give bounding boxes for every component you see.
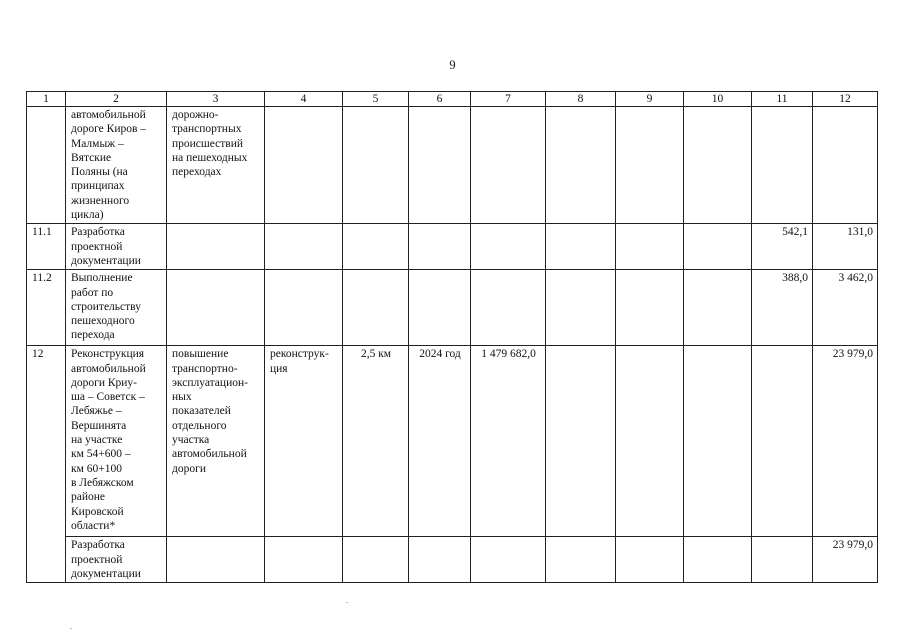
table-cell: [409, 224, 471, 270]
column-number-row: [27, 92, 878, 107]
table-cell: [409, 537, 471, 583]
amount-col12: 3 462,0: [813, 270, 878, 346]
column-number: 11: [752, 92, 813, 107]
page-number: 9: [449, 58, 456, 72]
table-cell: [471, 270, 546, 346]
column-number: 12: [813, 92, 878, 107]
amount-col12: 23 979,0: [813, 346, 878, 537]
table-row: [27, 270, 878, 346]
table-cell: [343, 224, 409, 270]
table-row: [27, 224, 878, 270]
table-cell: [813, 107, 878, 224]
amount-col12: 131,0: [813, 224, 878, 270]
table-cell: [343, 537, 409, 583]
item-name: автомобильной дороге Киров – Малмыж – Вятские Поляны (на принципах жизненного цикла): [66, 107, 167, 224]
table-cell: [684, 107, 752, 224]
item-name: Разработка проектной документации: [66, 224, 167, 270]
item-purpose: [167, 270, 265, 346]
table-cell: [752, 537, 813, 583]
work-type: реконструк- ция: [265, 346, 343, 537]
table-cell: [409, 270, 471, 346]
completion-year: 2024 год: [409, 346, 471, 537]
table-cell: [546, 346, 616, 537]
table-cell: [616, 270, 684, 346]
table-cell: [684, 346, 752, 537]
column-number: 1: [27, 92, 66, 107]
amount-col11: 388,0: [752, 270, 813, 346]
item-name: Выполнение работ по строительству пешеходного перехода: [66, 270, 167, 346]
row-number: 11.1: [27, 224, 66, 270]
column-number: 3: [167, 92, 265, 107]
column-number: 10: [684, 92, 752, 107]
amount-col11: [752, 346, 813, 537]
table-cell: [616, 107, 684, 224]
table-cell: [343, 270, 409, 346]
table-cell: [546, 224, 616, 270]
row-number: 11.2: [27, 270, 66, 346]
table-cell: [546, 270, 616, 346]
column-number: 4: [265, 92, 343, 107]
table-cell: [265, 270, 343, 346]
column-number: 6: [409, 92, 471, 107]
table-cell: [265, 537, 343, 583]
scan-speck: [346, 602, 348, 603]
table-cell: [684, 270, 752, 346]
item-name: Реконструкция автомобильной дороги Криу- ша – Советск – Лебяжье – Вершинята на участке км 54+600 – км 60+100 в Лебяжском районе Кировской области*: [66, 346, 167, 537]
table-cell: [471, 224, 546, 270]
column-number: 7: [471, 92, 546, 107]
table-row: [27, 537, 878, 583]
column-number: 2: [66, 92, 167, 107]
item-purpose: дорожно- транспортных происшествий на пешеходных переходах: [167, 107, 265, 224]
table-row: [27, 107, 878, 224]
table-cell: [616, 224, 684, 270]
table-cell: [409, 107, 471, 224]
item-name: Разработка проектной документации: [66, 537, 167, 583]
table-cell: [546, 537, 616, 583]
table-cell: [684, 224, 752, 270]
estimated-cost: 1 479 682,0: [471, 346, 546, 537]
item-purpose: [167, 537, 265, 583]
column-number: 8: [546, 92, 616, 107]
table-cell: [343, 107, 409, 224]
row-number: 12: [27, 346, 66, 583]
table-cell: [684, 537, 752, 583]
scan-speck: [70, 628, 72, 629]
row-number: [27, 107, 66, 224]
length: 2,5 км: [343, 346, 409, 537]
table-cell: [752, 107, 813, 224]
column-number: 5: [343, 92, 409, 107]
table-cell: [471, 537, 546, 583]
item-purpose: повышение транспортно- эксплуатацион- ных показателей отдельного участка автомобильной дороги: [167, 346, 265, 537]
table-cell: [471, 107, 546, 224]
table-cell: [265, 224, 343, 270]
table-cell: [616, 537, 684, 583]
amount-col11: 542,1: [752, 224, 813, 270]
table-row: [27, 346, 878, 537]
column-number: 9: [616, 92, 684, 107]
table-cell: [546, 107, 616, 224]
table-cell: [265, 107, 343, 224]
amount-col12: 23 979,0: [813, 537, 878, 583]
table-cell: [616, 346, 684, 537]
budget-table: [26, 91, 878, 583]
item-purpose: [167, 224, 265, 270]
